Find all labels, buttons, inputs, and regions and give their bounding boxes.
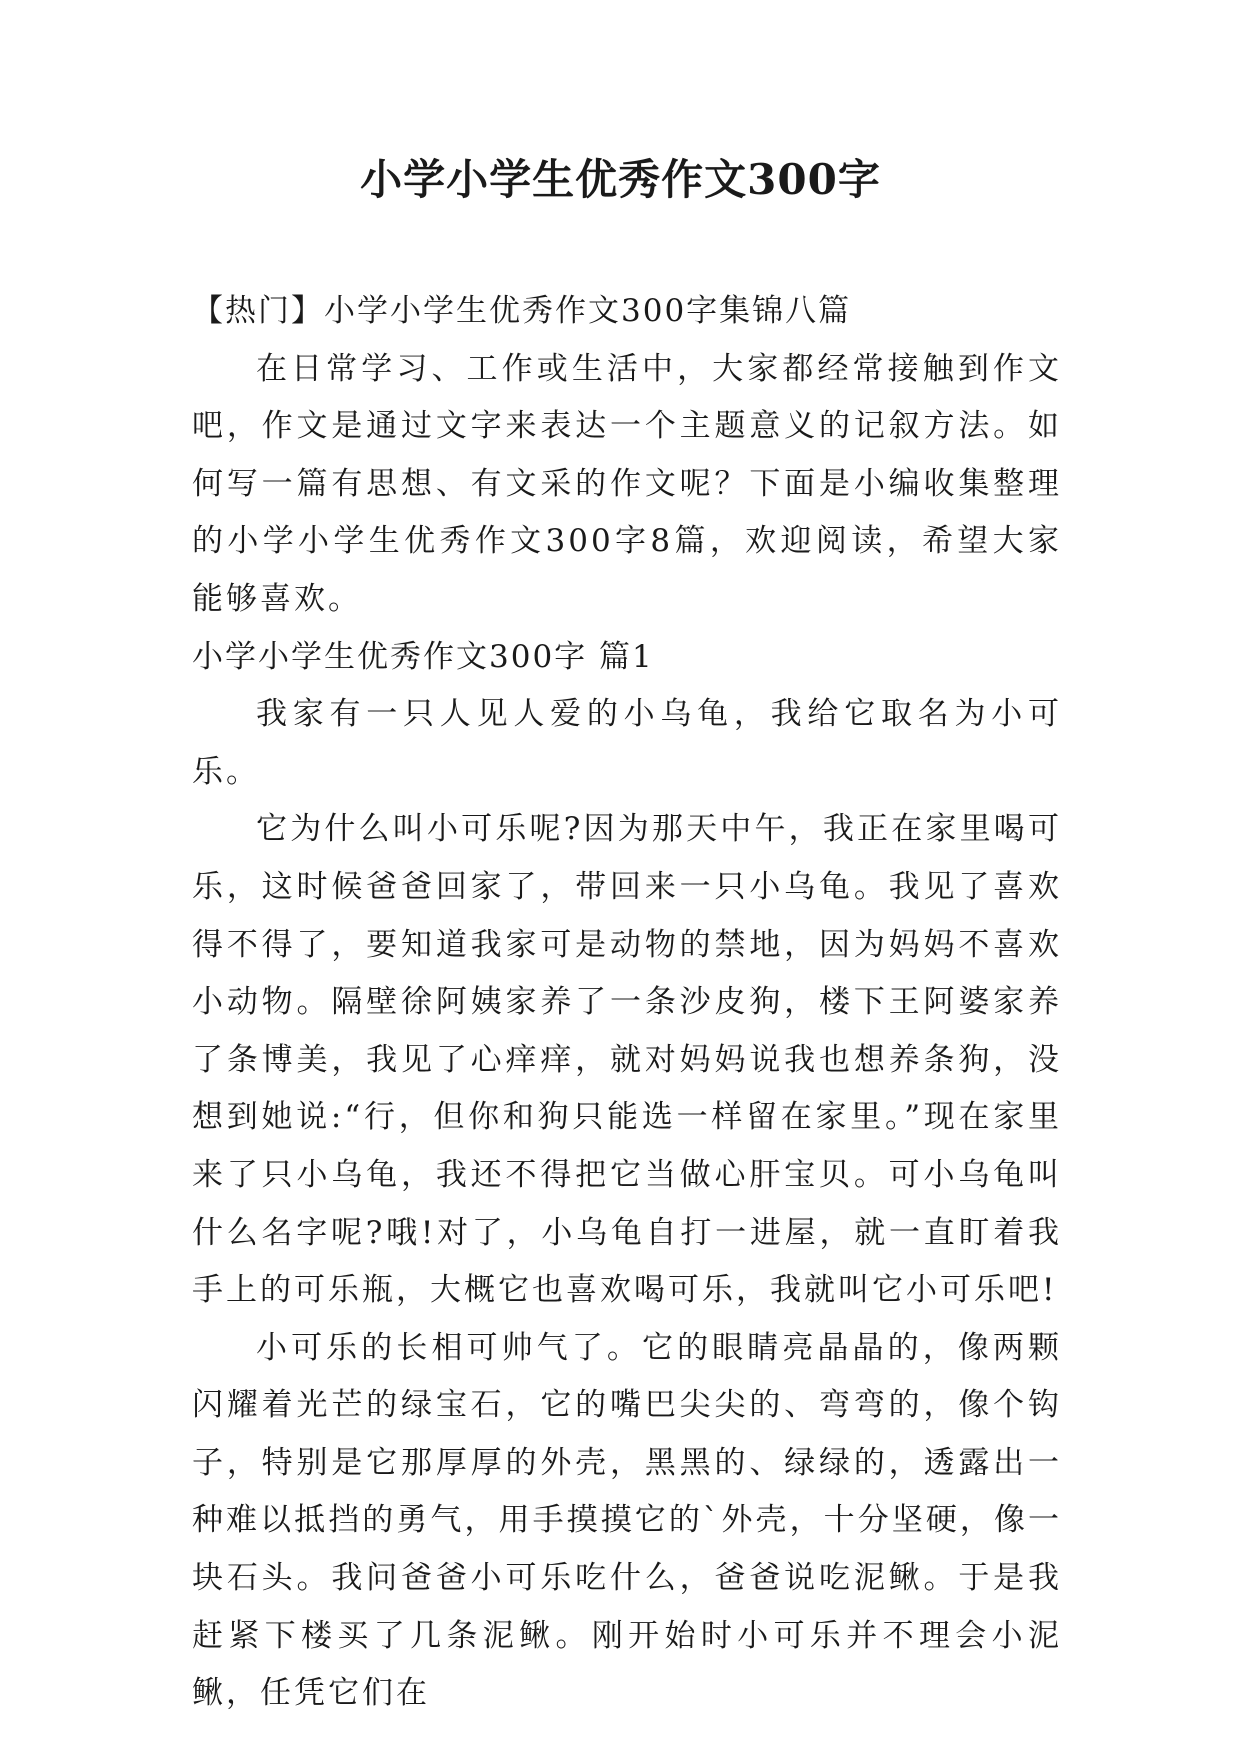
section-heading: 小学小学生优秀作文300字 篇1 xyxy=(192,638,654,675)
body-paragraph: 我家有一只人见人爱的小乌龟，我给它取名为小可乐。 xyxy=(192,696,1062,790)
document-body xyxy=(192,283,1062,1723)
body-paragraph: 小可乐的长相可帅气了。它的眼睛亮晶晶的，像两颗闪耀着光芒的绿宝石，它的嘴巴尖尖的、弯弯的，像个钩子，特别是它那厚厚的外壳，黑黑的、绿绿的，透露出一种难以抵挡的勇气，用手摸摸它的`外壳，十分坚硬，像一块石头。我问爸爸小可乐吃什么，爸爸说吃泥鳅。于是我赶紧下楼买了几条泥鳅。刚开始时小可乐并不理会小泥鳅，任凭它们在 xyxy=(192,1329,1062,1712)
body-paragraph: 它为什么叫小可乐呢?因为那天中午，我正在家里喝可乐，这时候爸爸回家了，带回来一只小乌龟。我见了喜欢得不得了，要知道我家可是动物的禁地，因为妈妈不喜欢小动物。隔壁徐阿姨家养了一条沙皮狗，楼下王阿婆家养了条博美，我见了心痒痒，就对妈妈说我也想养条狗，没想到她说:“行，但你和狗只能选一样留在家里。”现在家里来了只小乌龟，我还不得把它当做心肝宝贝。可小乌龟叫什么名字呢?哦!对了，小乌龟自打一进屋，就一直盯着我手上的可乐瓶，大概它也喜欢喝可乐，我就叫它小可乐吧! xyxy=(192,811,1062,1309)
intro-heading: 【热门】小学小学生优秀作文300字集锦八篇 xyxy=(192,293,852,329)
intro-paragraph: 在日常学习、工作或生活中，大家都经常接触到作文吧，作文是通过文字来表达一个主题意义的记叙方法。如何写一篇有思想、有文采的作文呢？下面是小编收集整理的小学小学生优秀作文300字8篇，欢迎阅读，希望大家能够喜欢。 xyxy=(192,350,1062,617)
page-title: 小学小学生优秀作文300字 xyxy=(360,155,881,204)
